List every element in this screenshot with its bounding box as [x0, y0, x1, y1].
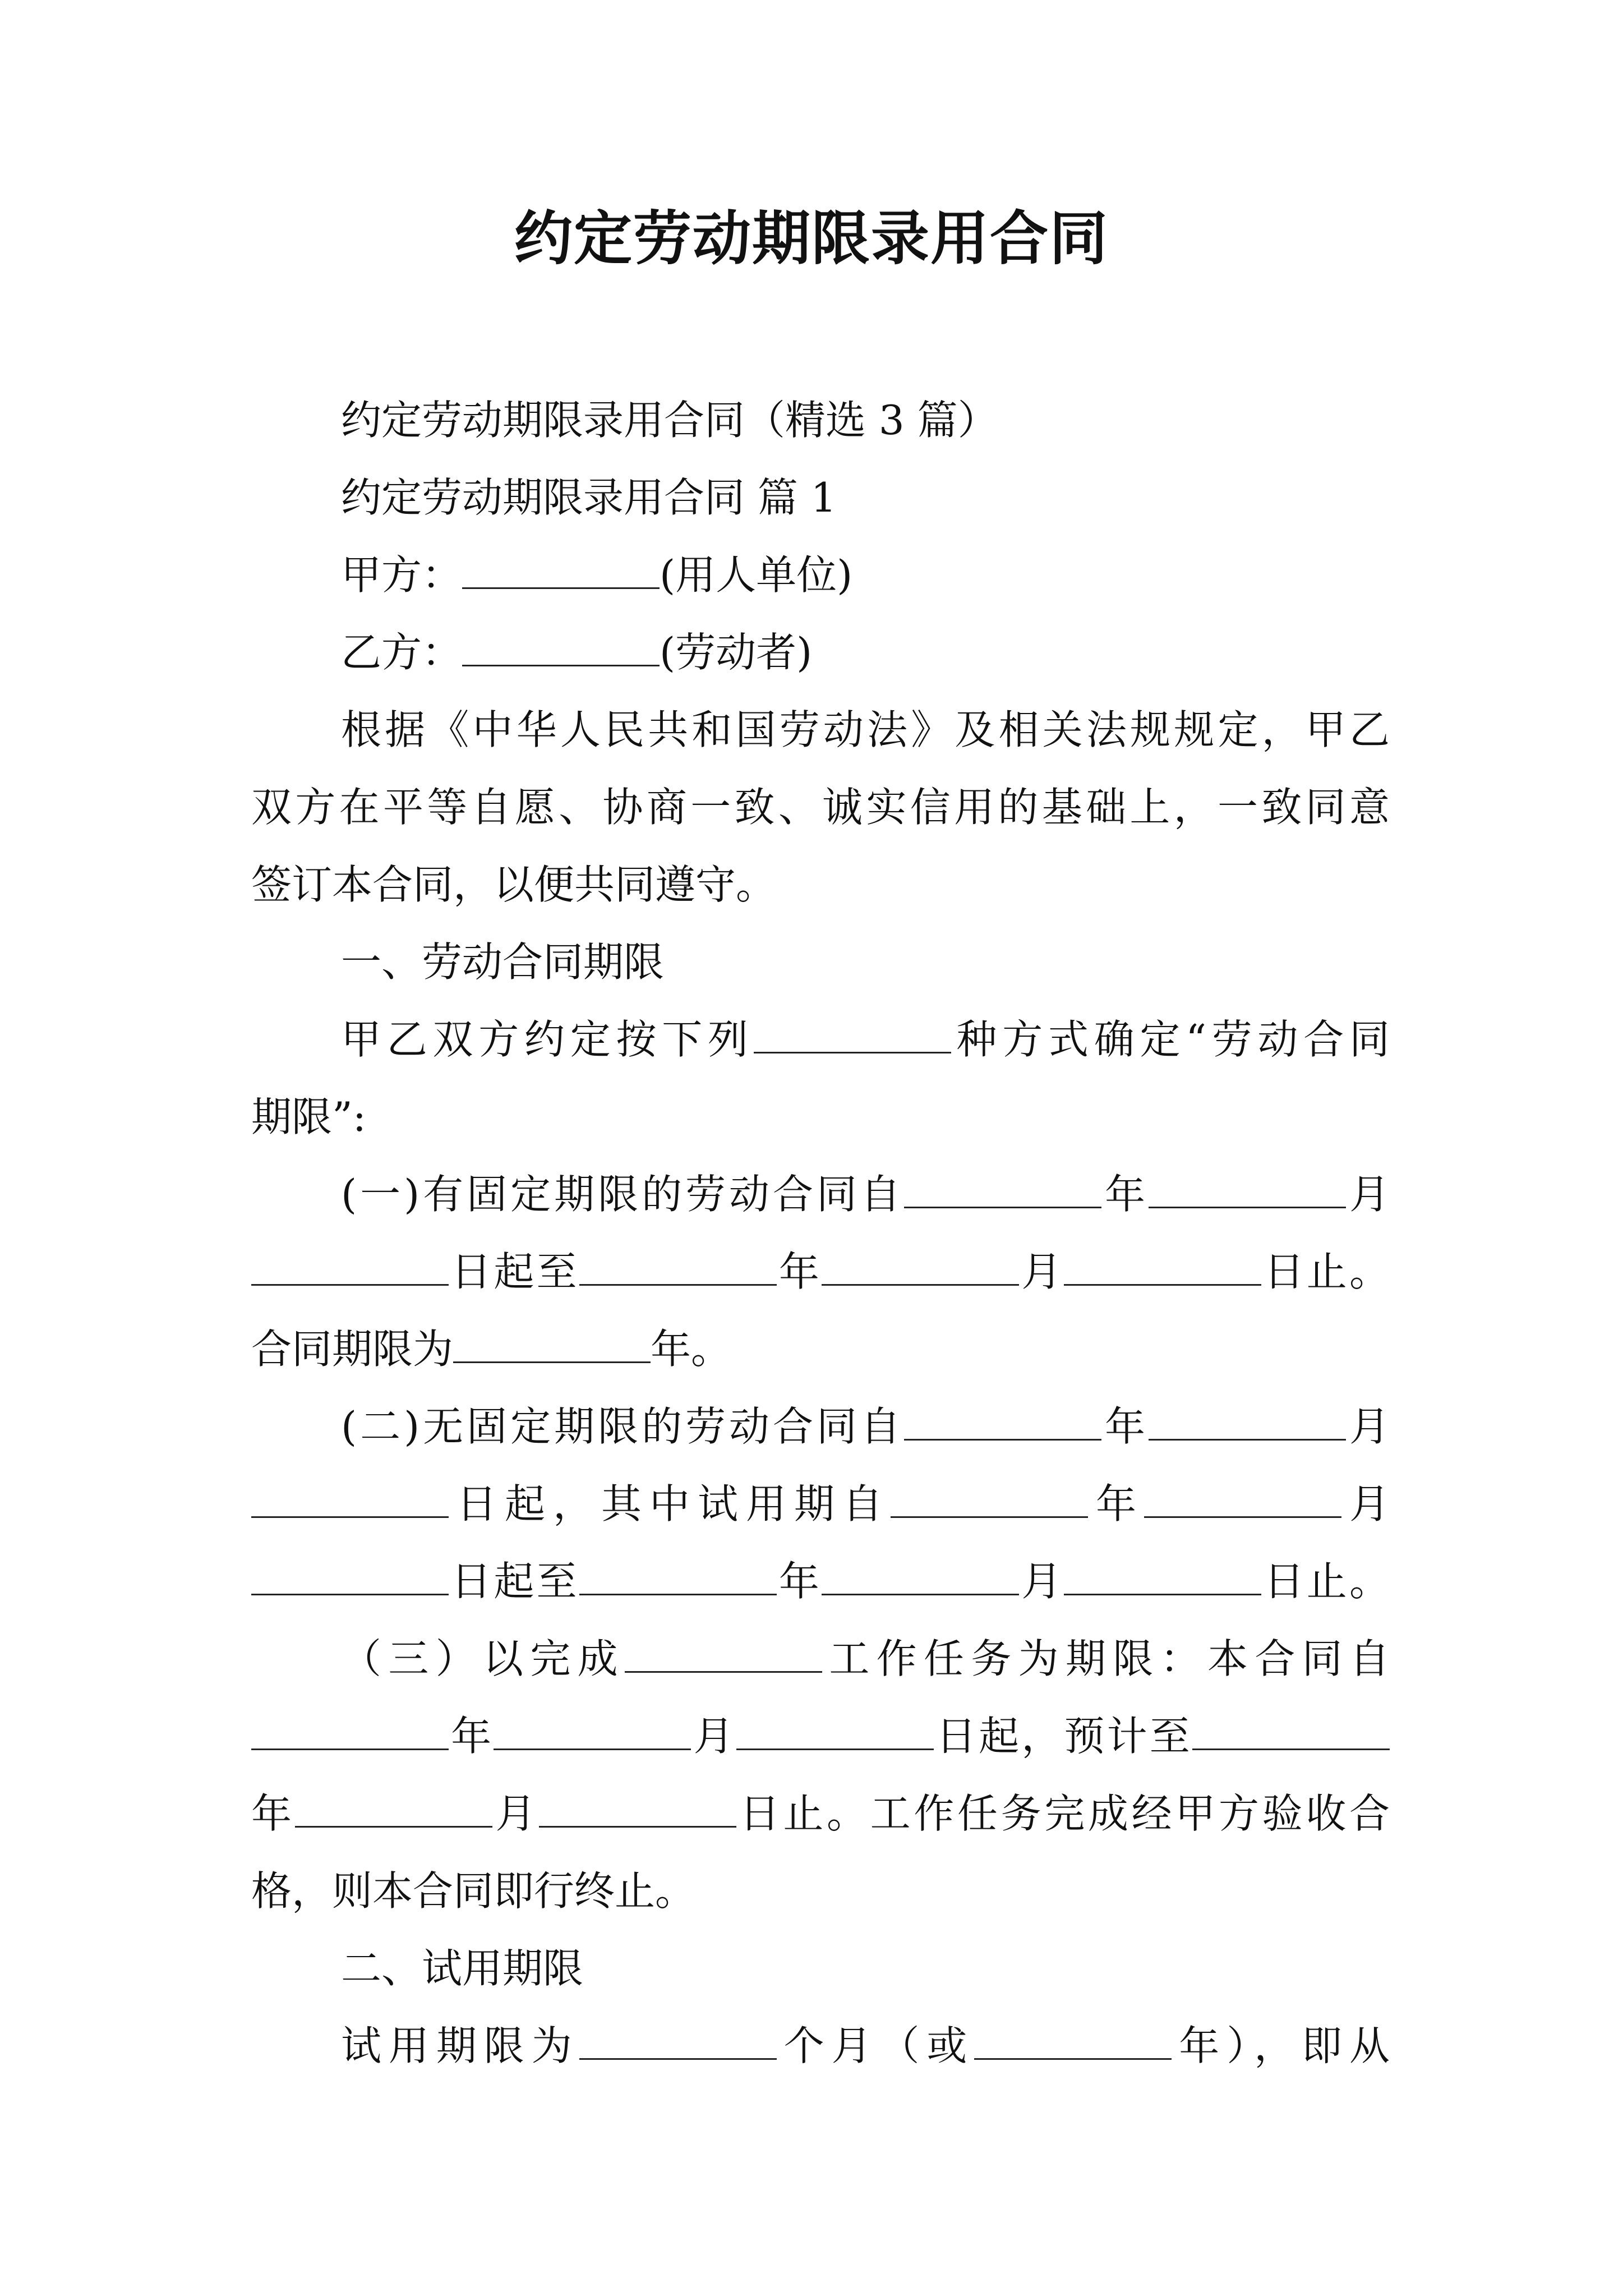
blank-field — [251, 1717, 449, 1750]
blank-field — [579, 1562, 777, 1595]
party-a-line: 甲方： (用人单位) — [341, 551, 853, 599]
document-title: 约定劳动期限录用合同 — [514, 204, 1109, 273]
paragraph-line: (一)有固定期限的劳动合同自 年 月 — [341, 1171, 1390, 1218]
blank-field — [539, 1795, 736, 1828]
blank-field — [494, 1717, 691, 1750]
paragraph-line: 格，则本合同即行终止。 — [251, 1867, 696, 1915]
blank-field — [251, 1253, 449, 1286]
blank-field — [1064, 1253, 1261, 1286]
blank-field — [295, 1795, 492, 1828]
clause-heading-1: 一、劳动合同期限 — [341, 938, 665, 986]
blank-field — [904, 1407, 1101, 1441]
blank-field — [904, 1175, 1101, 1208]
blank-field — [974, 2027, 1172, 2060]
paragraph-line: 年 月 日起，预计至 — [251, 1697, 1390, 1775]
party-b-line: 乙方： (劳动者) — [341, 629, 813, 676]
paragraph-line: 合同期限为 年。 — [251, 1326, 732, 1373]
blank-field — [754, 1020, 951, 1053]
blank-field — [625, 1640, 822, 1673]
blank-field — [453, 1330, 651, 1363]
subtitle-line: 约定劳动期限录用合同（精选 3 篇） — [341, 397, 998, 444]
blank-field — [822, 1562, 1019, 1595]
paragraph-line: （三）以完成 工作任务为期限：本合同自 — [341, 1635, 1390, 1682]
section-heading-1: 约定劳动期限录用合同 篇 1 — [341, 474, 837, 521]
paragraph-line: 日起至 年 月 日止。 — [251, 1233, 1390, 1310]
paragraph-line: 日起至 年 月 日止。 — [251, 1543, 1390, 1620]
blank-field — [251, 1562, 449, 1595]
blank-field — [736, 1717, 934, 1750]
paragraph-line: 期限”: — [251, 1093, 367, 1140]
blank-field — [1149, 1175, 1346, 1208]
blank-field — [1192, 1717, 1390, 1750]
blank-field — [251, 1485, 449, 1518]
blank-field — [1064, 1562, 1261, 1595]
paragraph-line: (二)无固定期限的劳动合同自 年 月 — [341, 1403, 1390, 1450]
paragraph-line: 日起，其中试用期自 年 月 — [251, 1465, 1390, 1543]
paragraph-line: 甲乙双方约定按下列 种方式确定“劳动合同 — [341, 1016, 1390, 1063]
paragraph-line: 双方在平等自愿、协商一致、诚实信用的基础上，一致同意 — [251, 784, 1390, 831]
blank-field — [579, 2027, 777, 2060]
blank-field — [1144, 1485, 1341, 1518]
blank-field — [1149, 1407, 1346, 1441]
blank-field — [579, 1253, 777, 1286]
party-b-blank — [462, 633, 660, 666]
paragraph-line: 年 月 日止。工作任务完成经甲方验收合 — [251, 1790, 1390, 1837]
clause-heading-2: 二、试用期限 — [341, 1945, 584, 1992]
paragraph-line: 签订本合同，以便共同遵守。 — [251, 861, 777, 908]
blank-field — [891, 1485, 1088, 1518]
paragraph-line: 根据《中华人民共和国劳动法》及相关法规规定，甲乙 — [341, 706, 1390, 753]
party-a-blank — [462, 556, 660, 589]
paragraph-line: 试用期限为 个月（或 年），即从 — [341, 2022, 1390, 2069]
blank-field — [822, 1253, 1019, 1286]
